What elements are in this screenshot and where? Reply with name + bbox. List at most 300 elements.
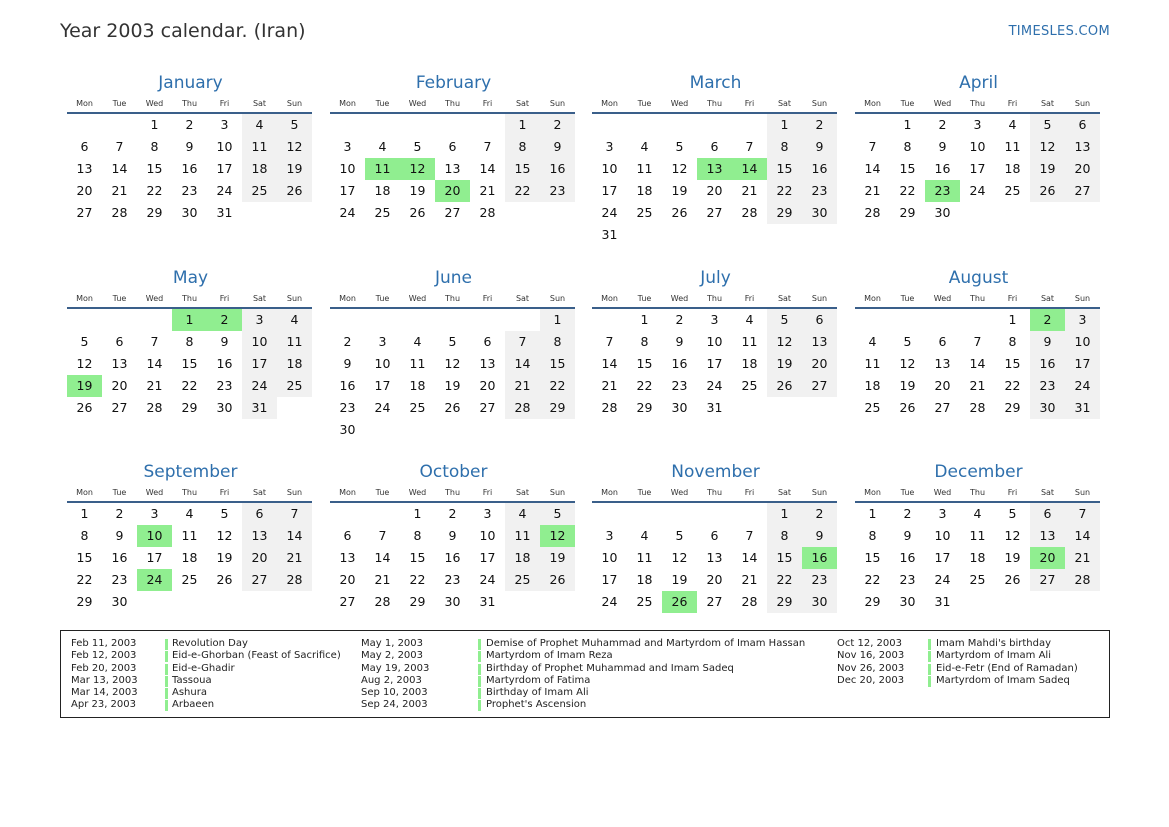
empty-cell	[470, 419, 505, 441]
holiday-color-marker	[165, 688, 168, 699]
day-cell: 22	[540, 375, 575, 397]
day-cell: 6	[343, 528, 352, 543]
day-cell: 11	[242, 136, 277, 158]
holiday-date: Feb 11, 2003	[71, 638, 137, 649]
day-cell: 4	[745, 312, 754, 327]
day-cell: 25	[242, 180, 277, 202]
holiday-date: Oct 12, 2003	[837, 638, 902, 649]
day-cell: 20	[479, 378, 496, 393]
day-cell: 29	[146, 205, 163, 220]
day-cell: 3	[605, 528, 614, 543]
weekday-header: Fri	[732, 485, 767, 502]
day-cell: 9	[448, 528, 457, 543]
day-cell: 24	[374, 400, 391, 415]
weekday-header: Sun	[540, 96, 575, 113]
empty-cell	[505, 419, 540, 441]
day-cell: 22	[505, 180, 540, 202]
day-cell: 10	[706, 334, 723, 349]
weekday-header: Fri	[470, 96, 505, 113]
day-cell: 5	[1008, 506, 1017, 521]
empty-cell	[732, 113, 767, 136]
day-cell: 26	[216, 572, 233, 587]
empty-cell	[1065, 202, 1100, 224]
day-cell: 27	[479, 400, 496, 415]
day-cell: 3	[483, 506, 492, 521]
day-cell: 24	[969, 183, 986, 198]
day-cell: 4	[1008, 117, 1017, 132]
day-cell: 4	[378, 139, 387, 154]
month-april	[855, 70, 1102, 250]
holiday-date: May 1, 2003	[361, 638, 424, 649]
day-cell: 22	[636, 378, 653, 393]
day-cell: 18	[505, 547, 540, 569]
day-cell: 5	[675, 528, 684, 543]
weekday-header: Sat	[767, 485, 802, 502]
empty-cell	[802, 397, 837, 419]
weekday-header: Wed	[137, 96, 172, 113]
day-cell: 6	[483, 334, 492, 349]
day-cell: 22	[767, 180, 802, 202]
holiday-legend	[60, 630, 1110, 718]
day-cell: 13	[1030, 525, 1065, 547]
weekday-header: Sat	[767, 291, 802, 308]
weekday-header: Sat	[505, 485, 540, 502]
weekday-header: Sat	[1030, 485, 1065, 502]
day-cell: 28	[505, 397, 540, 419]
empty-cell	[697, 113, 732, 136]
day-cell: 2	[115, 506, 124, 521]
day-cell: 21	[1065, 547, 1100, 569]
day-cell: 16	[339, 378, 356, 393]
day-cell: 29	[864, 594, 881, 609]
day-cell: 12	[76, 356, 93, 371]
empty-cell	[540, 202, 575, 224]
weekday-header: Thu	[697, 485, 732, 502]
day-cell: 24	[601, 594, 618, 609]
day-cell: 13	[706, 550, 723, 565]
day-cell: 10	[934, 528, 951, 543]
day-cell: 4	[868, 334, 877, 349]
day-cell: 7	[1065, 502, 1100, 525]
day-cell: 31	[601, 227, 618, 242]
month-march	[592, 70, 839, 250]
day-cell: 15	[767, 158, 802, 180]
empty-cell	[697, 502, 732, 525]
day-cell: 25	[1004, 183, 1021, 198]
day-cell: 4	[277, 308, 312, 331]
day-cell: 18	[741, 356, 758, 371]
month-october	[330, 459, 577, 639]
day-cell: 9	[115, 528, 124, 543]
holiday-name: Eid-e-Ghorban (Feast of Sacrifice)	[172, 650, 341, 662]
day-cell: 23	[899, 572, 916, 587]
day-cell: 11	[1004, 139, 1021, 154]
empty-cell	[855, 308, 890, 331]
empty-cell	[277, 397, 312, 419]
day-cell: 9	[1030, 331, 1065, 353]
day-cell: 15	[409, 550, 426, 565]
empty-cell	[242, 202, 277, 224]
empty-cell	[662, 502, 697, 525]
day-cell: 22	[146, 183, 163, 198]
day-cell: 25	[969, 572, 986, 587]
day-cell: 4	[242, 113, 277, 136]
empty-cell	[662, 224, 697, 246]
day-cell: 26	[899, 400, 916, 415]
day-cell: 9	[802, 525, 837, 547]
empty-cell	[732, 397, 767, 419]
weekday-header: Fri	[995, 485, 1030, 502]
day-cell: 16	[444, 550, 461, 565]
holiday-date: Mar 14, 2003	[71, 687, 138, 699]
month-name: August	[948, 268, 1009, 288]
day-cell: 26	[409, 205, 426, 220]
month-name: April	[959, 73, 998, 93]
day-cell: 31	[216, 205, 233, 220]
day-cell: 15	[181, 356, 198, 371]
weekday-header: Sat	[1030, 291, 1065, 308]
empty-cell	[505, 308, 540, 331]
day-cell: 27	[111, 400, 128, 415]
day-cell: 24	[706, 378, 723, 393]
day-cell: 9	[185, 139, 194, 154]
day-cell: 16	[671, 356, 688, 371]
day-cell: 18	[181, 550, 198, 565]
day-cell: 23	[1030, 375, 1065, 397]
day-cell: 7	[150, 334, 159, 349]
weekday-header: Wed	[662, 291, 697, 308]
month-table	[330, 96, 575, 224]
empty-cell	[207, 591, 242, 613]
day-cell: 19	[767, 353, 802, 375]
day-cell: 27	[242, 569, 277, 591]
day-cell: 23	[216, 378, 233, 393]
day-cell: 9	[343, 356, 352, 371]
holiday-name: Martyrdom of Fatima	[486, 674, 591, 686]
weekday-header: Sun	[802, 485, 837, 502]
day-cell: 20	[111, 378, 128, 393]
day-cell: 6	[802, 308, 837, 331]
day-cell: 18	[374, 183, 391, 198]
weekday-header: Thu	[435, 485, 470, 502]
day-cell: 25	[181, 572, 198, 587]
day-cell: 3	[938, 506, 947, 521]
empty-cell	[802, 224, 837, 246]
day-cell: 4	[413, 334, 422, 349]
day-cell: 17	[969, 161, 986, 176]
weekday-header: Sun	[1065, 291, 1100, 308]
day-cell: 23	[802, 569, 837, 591]
weekday-header: Wed	[925, 96, 960, 113]
day-cell: 6	[448, 139, 457, 154]
empty-cell	[1065, 591, 1100, 613]
empty-cell	[365, 308, 400, 331]
day-cell: 11	[409, 356, 426, 371]
holiday-date: Apr 23, 2003	[71, 699, 137, 711]
month-table	[855, 96, 1100, 224]
month-table	[67, 96, 312, 224]
holiday-color-marker	[928, 651, 931, 662]
empty-cell	[365, 113, 400, 136]
day-cell: 13	[242, 525, 277, 547]
empty-cell	[67, 113, 102, 136]
holiday-date: Nov 16, 2003	[837, 650, 905, 662]
weekday-header: Mon	[592, 485, 627, 502]
weekday-header: Wed	[662, 485, 697, 502]
day-cell: 20	[802, 353, 837, 375]
day-cell: 20	[242, 547, 277, 569]
day-cell: 17	[479, 550, 496, 565]
day-cell: 16	[181, 161, 198, 176]
empty-cell	[330, 113, 365, 136]
weekday-header: Mon	[855, 291, 890, 308]
day-cell: 3	[242, 308, 277, 331]
weekday-header: Tue	[890, 485, 925, 502]
empty-cell	[592, 113, 627, 136]
day-cell: 19	[444, 378, 461, 393]
day-cell: 19	[277, 158, 312, 180]
day-cell: 7	[277, 502, 312, 525]
day-cell: 13	[444, 161, 461, 176]
day-cell: 30	[802, 202, 837, 224]
day-cell: 21	[374, 572, 391, 587]
day-cell: 12	[671, 161, 688, 176]
weekday-header: Tue	[365, 485, 400, 502]
holiday-day-cell: 26	[662, 591, 697, 613]
day-cell: 17	[1065, 353, 1100, 375]
day-cell: 26	[277, 180, 312, 202]
day-cell: 7	[483, 139, 492, 154]
holiday-day-cell: 14	[732, 158, 767, 180]
holiday-color-marker	[478, 651, 481, 662]
weekday-header: Thu	[960, 485, 995, 502]
day-cell: 12	[767, 331, 802, 353]
weekday-header: Fri	[207, 291, 242, 308]
day-cell: 28	[146, 400, 163, 415]
day-cell: 6	[938, 334, 947, 349]
weekday-header: Wed	[400, 291, 435, 308]
day-cell: 7	[115, 139, 124, 154]
day-cell: 21	[864, 183, 881, 198]
day-cell: 10	[339, 161, 356, 176]
holiday-date: May 2, 2003	[361, 650, 424, 662]
month-table	[592, 96, 837, 246]
holiday-day-cell: 2	[1030, 308, 1065, 331]
day-cell: 30	[671, 400, 688, 415]
day-cell: 4	[505, 502, 540, 525]
day-cell: 21	[741, 183, 758, 198]
day-cell: 30	[1030, 397, 1065, 419]
holiday-day-cell: 12	[400, 158, 435, 180]
day-cell: 7	[868, 139, 877, 154]
day-cell: 10	[601, 161, 618, 176]
day-cell: 20	[339, 572, 356, 587]
holiday-color-marker	[165, 676, 168, 687]
month-august	[855, 265, 1102, 445]
day-cell: 29	[899, 205, 916, 220]
weekday-header: Thu	[172, 485, 207, 502]
day-cell: 23	[111, 572, 128, 587]
day-cell: 15	[1004, 356, 1021, 371]
day-cell: 1	[80, 506, 89, 521]
empty-cell	[855, 113, 890, 136]
weekday-header: Thu	[172, 291, 207, 308]
empty-cell	[627, 224, 662, 246]
day-cell: 25	[505, 569, 540, 591]
empty-cell	[277, 591, 312, 613]
holiday-color-marker	[928, 676, 931, 687]
holiday-date: May 19, 2003	[361, 662, 430, 674]
day-cell: 12	[216, 528, 233, 543]
empty-cell	[67, 308, 102, 331]
weekday-header: Fri	[207, 485, 242, 502]
day-cell: 15	[864, 550, 881, 565]
day-cell: 27	[706, 594, 723, 609]
day-cell: 5	[277, 113, 312, 136]
day-cell: 14	[969, 356, 986, 371]
day-cell: 1	[150, 117, 159, 132]
day-cell: 2	[903, 506, 912, 521]
site-link[interactable]: TIMESLES.COM	[1008, 24, 1110, 39]
day-cell: 18	[636, 572, 653, 587]
day-cell: 11	[864, 356, 881, 371]
weekday-header: Sun	[277, 485, 312, 502]
weekday-header: Fri	[470, 485, 505, 502]
day-cell: 9	[540, 136, 575, 158]
month-table	[67, 485, 312, 613]
weekday-header: Wed	[400, 96, 435, 113]
day-cell: 10	[242, 331, 277, 353]
day-cell: 27	[444, 205, 461, 220]
empty-cell	[470, 113, 505, 136]
holiday-name: Martyrdom of Imam Reza	[486, 650, 613, 662]
day-cell: 1	[540, 308, 575, 331]
day-cell: 2	[448, 506, 457, 521]
empty-cell	[697, 224, 732, 246]
weekday-header: Thu	[172, 96, 207, 113]
empty-cell	[732, 224, 767, 246]
day-cell: 3	[1065, 308, 1100, 331]
weekday-header: Sun	[802, 291, 837, 308]
day-cell: 13	[479, 356, 496, 371]
empty-cell	[470, 308, 505, 331]
day-cell: 7	[378, 528, 387, 543]
day-cell: 6	[1030, 502, 1065, 525]
holiday-color-marker	[928, 664, 931, 675]
day-cell: 17	[216, 161, 233, 176]
day-cell: 20	[706, 183, 723, 198]
weekday-header: Tue	[890, 291, 925, 308]
day-cell: 14	[1065, 525, 1100, 547]
day-cell: 8	[868, 528, 877, 543]
day-cell: 17	[242, 353, 277, 375]
day-cell: 4	[973, 506, 982, 521]
day-cell: 14	[146, 356, 163, 371]
day-cell: 24	[601, 205, 618, 220]
day-cell: 9	[220, 334, 229, 349]
day-cell: 23	[181, 183, 198, 198]
day-cell: 6	[80, 139, 89, 154]
empty-cell	[505, 591, 540, 613]
day-cell: 29	[409, 594, 426, 609]
empty-cell	[995, 202, 1030, 224]
weekday-header: Tue	[102, 485, 137, 502]
day-cell: 22	[409, 572, 426, 587]
day-cell: 9	[675, 334, 684, 349]
empty-cell	[627, 113, 662, 136]
month-table	[855, 291, 1100, 419]
holiday-color-marker	[165, 651, 168, 662]
empty-cell	[102, 308, 137, 331]
day-cell: 30	[899, 594, 916, 609]
day-cell: 23	[802, 180, 837, 202]
empty-cell	[960, 591, 995, 613]
holiday-date: Aug 2, 2003	[361, 674, 422, 686]
weekday-header: Sun	[1065, 96, 1100, 113]
weekday-header: Mon	[592, 96, 627, 113]
day-cell: 31	[1065, 397, 1100, 419]
month-july	[592, 265, 839, 445]
holiday-name: Birthday of Prophet Muhammad and Imam Sadeq	[486, 662, 734, 674]
holiday-day-cell: 24	[137, 569, 172, 591]
empty-cell	[592, 308, 627, 331]
day-cell: 18	[409, 378, 426, 393]
day-cell: 11	[505, 525, 540, 547]
day-cell: 17	[706, 356, 723, 371]
day-cell: 20	[934, 378, 951, 393]
holiday-color-marker	[478, 664, 481, 675]
day-cell: 8	[640, 334, 649, 349]
day-cell: 17	[374, 378, 391, 393]
month-name: March	[689, 73, 742, 93]
holiday-name: Martyrdom of Imam Ali	[936, 650, 1051, 662]
day-cell: 8	[80, 528, 89, 543]
day-cell: 15	[636, 356, 653, 371]
day-cell: 31	[934, 594, 951, 609]
day-cell: 16	[899, 550, 916, 565]
empty-cell	[1030, 202, 1065, 224]
day-cell: 5	[448, 334, 457, 349]
empty-cell	[400, 308, 435, 331]
day-cell: 19	[1004, 550, 1021, 565]
weekday-header: Thu	[697, 291, 732, 308]
day-cell: 5	[675, 139, 684, 154]
empty-cell	[627, 502, 662, 525]
day-cell: 12	[277, 136, 312, 158]
month-name: May	[172, 268, 209, 288]
day-cell: 19	[671, 183, 688, 198]
month-january	[67, 70, 314, 250]
day-cell: 1	[505, 113, 540, 136]
empty-cell	[137, 308, 172, 331]
day-cell: 20	[76, 183, 93, 198]
month-name: July	[700, 268, 731, 288]
month-name: December	[934, 462, 1023, 482]
month-name: June	[434, 268, 473, 288]
weekday-header: Tue	[890, 96, 925, 113]
month-name: January	[158, 73, 223, 93]
day-cell: 15	[505, 158, 540, 180]
day-cell: 17	[601, 572, 618, 587]
weekday-header: Fri	[470, 291, 505, 308]
day-cell: 21	[277, 547, 312, 569]
weekday-header: Sun	[540, 291, 575, 308]
day-cell: 20	[1065, 158, 1100, 180]
day-cell: 27	[1030, 569, 1065, 591]
month-table	[855, 485, 1100, 613]
day-cell: 18	[277, 353, 312, 375]
day-cell: 10	[1065, 331, 1100, 353]
